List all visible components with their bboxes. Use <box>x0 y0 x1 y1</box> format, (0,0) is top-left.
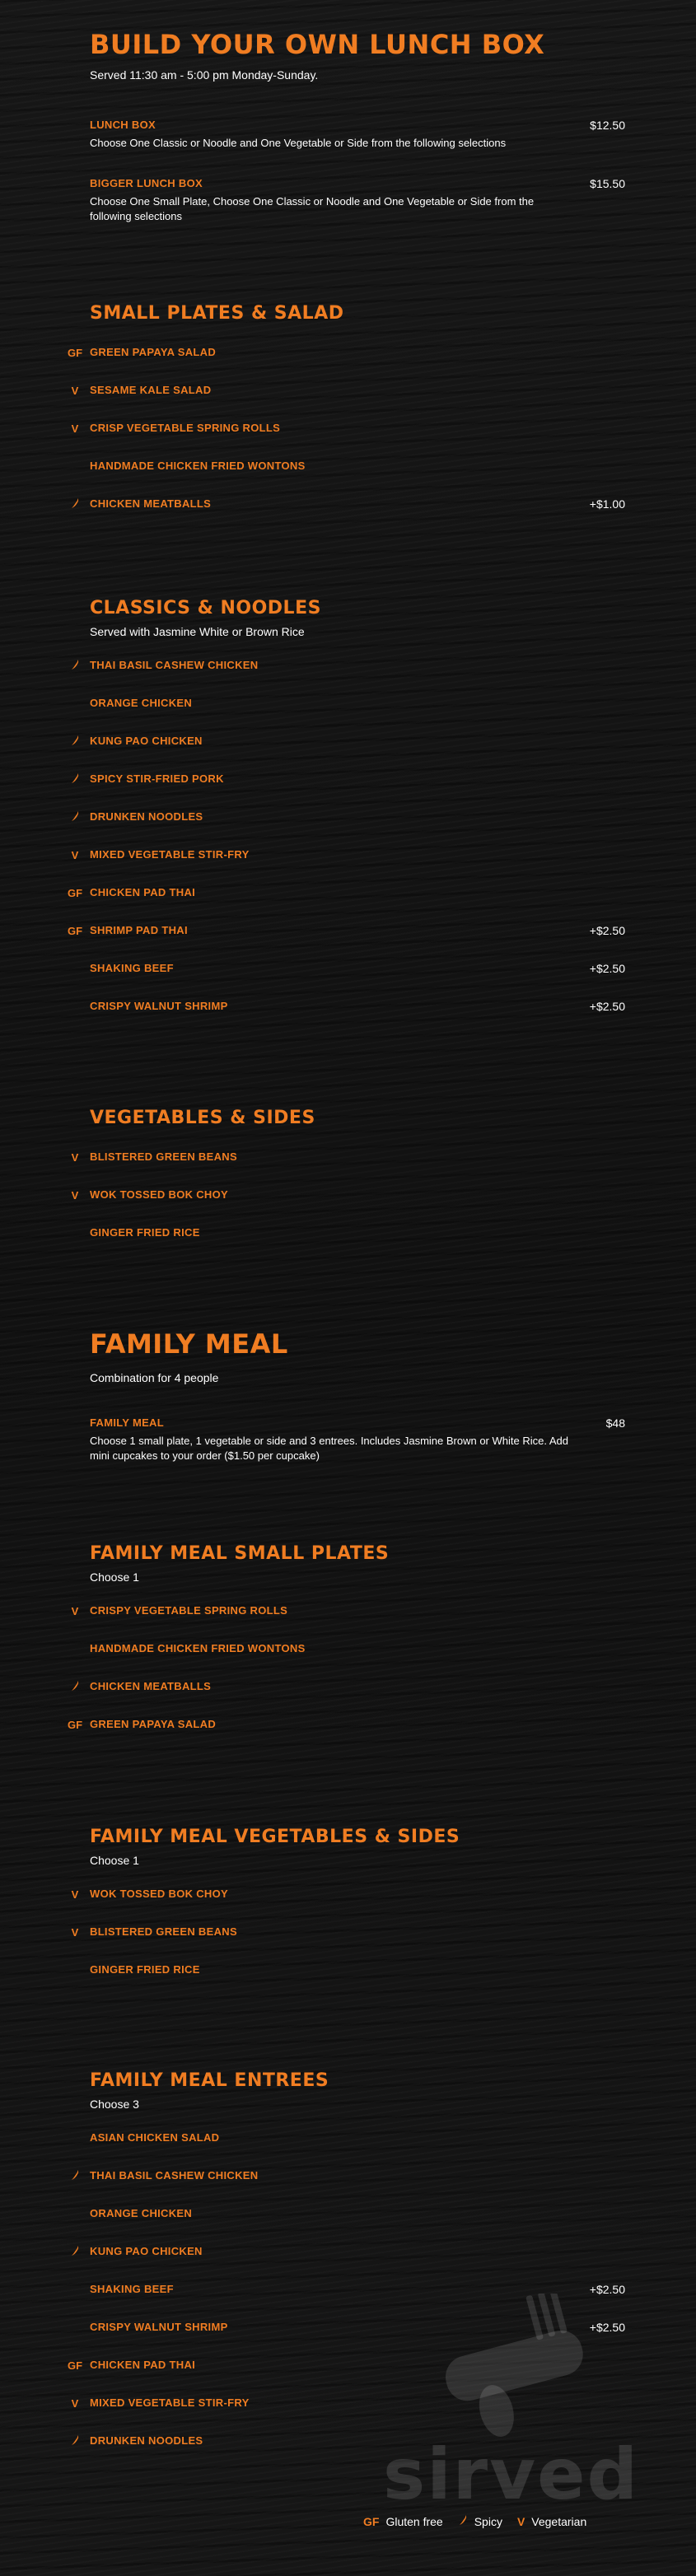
menu-item[interactable] <box>90 798 625 836</box>
item-name: ORANGE CHICKEN <box>90 697 193 709</box>
item-list <box>67 1592 625 1743</box>
item-name: GREEN PAPAYA SALAD <box>90 1718 217 1730</box>
gluten-free-icon: GF <box>363 2514 380 2528</box>
item-name: HANDMADE CHICKEN FRIED WONTONS <box>90 460 306 472</box>
vegetarian-icon: V <box>71 1888 79 1901</box>
menu-item[interactable] <box>67 874 625 912</box>
item-name: ORANGE CHICKEN <box>90 2207 193 2219</box>
item-price: $48 <box>605 1416 625 1430</box>
item-list <box>67 646 625 1025</box>
vegetarian-icon: V <box>71 1188 79 1202</box>
classics-section <box>0 596 696 1025</box>
item-name: CRISPY WALNUT SHRIMP <box>90 1000 228 1012</box>
vegetarian-icon: V <box>516 2514 526 2528</box>
section-title: FAMILY MEAL VEGETABLES & SIDES <box>90 1827 460 1847</box>
menu-item[interactable] <box>90 1214 625 1252</box>
item-price: $15.50 <box>590 177 625 190</box>
menu-item[interactable] <box>90 2157 625 2195</box>
section-subtitle: Served 11:30 am - 5:00 pm Monday-Sunday. <box>90 68 319 82</box>
item-name: CHICKEN PAD THAI <box>90 2359 196 2371</box>
item-name: WOK TOSSED BOK CHOY <box>90 1888 228 1900</box>
menu-item[interactable] <box>67 912 625 950</box>
menu-item[interactable] <box>90 485 625 523</box>
item-name: GINGER FRIED RICE <box>90 1963 200 1976</box>
legend-label: Spicy <box>474 2514 502 2528</box>
menu-item[interactable] <box>71 836 625 874</box>
menu-item[interactable] <box>71 1913 625 1951</box>
menu-item[interactable] <box>71 1138 625 1176</box>
menu-item[interactable] <box>71 1592 625 1630</box>
menu-item[interactable] <box>90 950 625 987</box>
vegetarian-icon: V <box>71 422 79 435</box>
item-description: Choose One Small Plate, Choose One Classic or Noodle and One Vegetable or Side from the following selections <box>90 195 535 222</box>
legend-label: Gluten free <box>385 2514 443 2528</box>
family-vegetables-section <box>0 1825 696 1989</box>
item-name: THAI BASIL CASHEW CHICKEN <box>90 659 259 671</box>
watermark-text: sirved <box>383 2434 640 2516</box>
lunch-box-item[interactable] <box>0 118 696 151</box>
item-name: DRUNKEN NOODLES <box>90 810 203 823</box>
vegetarian-icon: V <box>71 1150 79 1164</box>
vegetarian-icon: V <box>71 1604 79 1617</box>
menu-item[interactable] <box>90 2119 625 2157</box>
menu-item[interactable] <box>90 2195 625 2233</box>
menu-item[interactable] <box>90 1630 625 1668</box>
gluten-free-icon: GF <box>67 1718 83 1731</box>
spicy-icon <box>65 810 85 824</box>
item-price: +$2.50 <box>589 1000 625 1013</box>
menu-item[interactable] <box>90 722 625 760</box>
family-meal-section <box>0 1328 696 1385</box>
section-subtitle: Choose 1 <box>90 1854 139 1867</box>
vegetarian-icon: V <box>71 848 79 861</box>
item-name: BLISTERED GREEN BEANS <box>90 1150 237 1163</box>
bigger-lunch-box-item[interactable] <box>0 176 696 224</box>
item-name: CHICKEN MEATBALLS <box>90 1680 212 1692</box>
item-name: FAMILY MEAL <box>90 1416 164 1429</box>
spicy-icon <box>65 2245 85 2259</box>
menu-item[interactable] <box>67 334 625 371</box>
menu-item[interactable] <box>90 987 625 1025</box>
item-list <box>71 1138 625 1252</box>
menu-item[interactable] <box>90 1668 625 1706</box>
section-title: CLASSICS & NOODLES <box>90 598 321 618</box>
item-name: ASIAN CHICKEN SALAD <box>90 2131 220 2144</box>
item-name: WOK TOSSED BOK CHOY <box>90 1188 228 1201</box>
section-subtitle: Combination for 4 people <box>90 1371 219 1384</box>
item-name: SESAME KALE SALAD <box>90 384 212 396</box>
section-title: BUILD YOUR OWN LUNCH BOX <box>90 29 545 60</box>
menu-item[interactable] <box>90 760 625 798</box>
gluten-free-icon: GF <box>67 2359 83 2372</box>
menu-item[interactable] <box>90 684 625 722</box>
menu-item[interactable] <box>71 371 625 409</box>
gluten-free-icon: GF <box>67 886 83 899</box>
item-list <box>71 1875 625 1989</box>
item-name: LUNCH BOX <box>90 119 156 131</box>
small-plates-section <box>0 301 696 523</box>
legend-label: Vegetarian <box>531 2514 587 2528</box>
menu-item[interactable] <box>67 1706 625 1743</box>
spicy-icon <box>65 772 85 786</box>
item-price: +$2.50 <box>589 924 625 937</box>
gluten-free-icon: GF <box>67 924 83 937</box>
vegetarian-icon: V <box>71 2396 79 2410</box>
menu-item[interactable] <box>90 2233 625 2270</box>
item-name: BLISTERED GREEN BEANS <box>90 1925 237 1938</box>
item-name: CRISPY VEGETABLE SPRING ROLLS <box>90 1604 288 1617</box>
item-name: KUNG PAO CHICKEN <box>90 735 203 747</box>
menu-item[interactable] <box>90 1951 625 1989</box>
menu-item[interactable] <box>71 409 625 447</box>
item-name: CRISPY WALNUT SHRIMP <box>90 2321 228 2333</box>
family-meal-item[interactable] <box>0 1416 696 1463</box>
spicy-icon <box>458 2514 468 2528</box>
lunch-box-section <box>0 28 696 82</box>
spicy-icon <box>65 659 85 673</box>
section-subtitle: Served with Jasmine White or Brown Rice <box>90 625 305 638</box>
spicy-icon <box>65 2434 85 2448</box>
item-name: MIXED VEGETABLE STIR-FRY <box>90 848 250 861</box>
menu-item[interactable] <box>71 1875 625 1913</box>
section-title: FAMILY MEAL SMALL PLATES <box>90 1543 390 1564</box>
spicy-icon <box>65 497 85 511</box>
section-subtitle: Choose 3 <box>90 2098 139 2111</box>
menu-item[interactable] <box>90 646 625 684</box>
section-title: VEGETABLES & SIDES <box>90 1108 315 1128</box>
item-name: CHICKEN PAD THAI <box>90 886 196 898</box>
item-name: BIGGER LUNCH BOX <box>90 177 203 189</box>
vegetarian-icon: V <box>71 1925 79 1939</box>
item-description: Choose 1 small plate, 1 vegetable or side and 3 entrees. Includes Jasmine Brown or White Rice. Add mini cupcakes to your order ($1.50 per cupcake) <box>90 1435 568 1462</box>
spicy-icon <box>65 1680 85 1694</box>
item-description: Choose One Classic or Noodle and One Vegetable or Side from the following selections <box>90 137 507 149</box>
item-name: DRUNKEN NOODLES <box>90 2434 203 2447</box>
vegetarian-icon: V <box>71 384 79 397</box>
item-name: CHICKEN MEATBALLS <box>90 497 212 510</box>
gluten-free-icon: GF <box>67 346 83 359</box>
menu-item[interactable] <box>71 1176 625 1214</box>
item-name: KUNG PAO CHICKEN <box>90 2245 203 2257</box>
section-title: FAMILY MEAL <box>90 1328 288 1360</box>
item-name: GREEN PAPAYA SALAD <box>90 346 217 358</box>
item-name: SPICY STIR-FRIED PORK <box>90 772 224 785</box>
item-name: HANDMADE CHICKEN FRIED WONTONS <box>90 1642 306 1654</box>
item-name: MIXED VEGETABLE STIR-FRY <box>90 2396 250 2409</box>
item-name: GINGER FRIED RICE <box>90 1226 200 1239</box>
item-price: $12.50 <box>590 119 625 132</box>
section-title: FAMILY MEAL ENTREES <box>90 2070 329 2091</box>
menu-item[interactable] <box>90 447 625 485</box>
vegetables-section <box>0 1106 696 1252</box>
item-list <box>67 334 625 523</box>
section-subtitle: Choose 1 <box>90 1570 139 1584</box>
item-name: SHAKING BEEF <box>90 2283 174 2295</box>
dietary-legend <box>363 2514 601 2528</box>
section-title: SMALL PLATES & SALAD <box>90 303 344 324</box>
item-name: CRISP VEGETABLE SPRING ROLLS <box>90 422 281 434</box>
item-price: +$1.00 <box>589 497 625 511</box>
spicy-icon <box>65 735 85 749</box>
item-price: +$2.50 <box>589 2321 625 2334</box>
item-name: SHAKING BEEF <box>90 962 174 974</box>
item-price: +$2.50 <box>589 962 625 975</box>
family-small-plates-section <box>0 1542 696 1743</box>
item-name: SHRIMP PAD THAI <box>90 924 188 936</box>
spicy-icon <box>65 2169 85 2183</box>
item-name: THAI BASIL CASHEW CHICKEN <box>90 2169 259 2182</box>
item-price: +$2.50 <box>589 2283 625 2296</box>
